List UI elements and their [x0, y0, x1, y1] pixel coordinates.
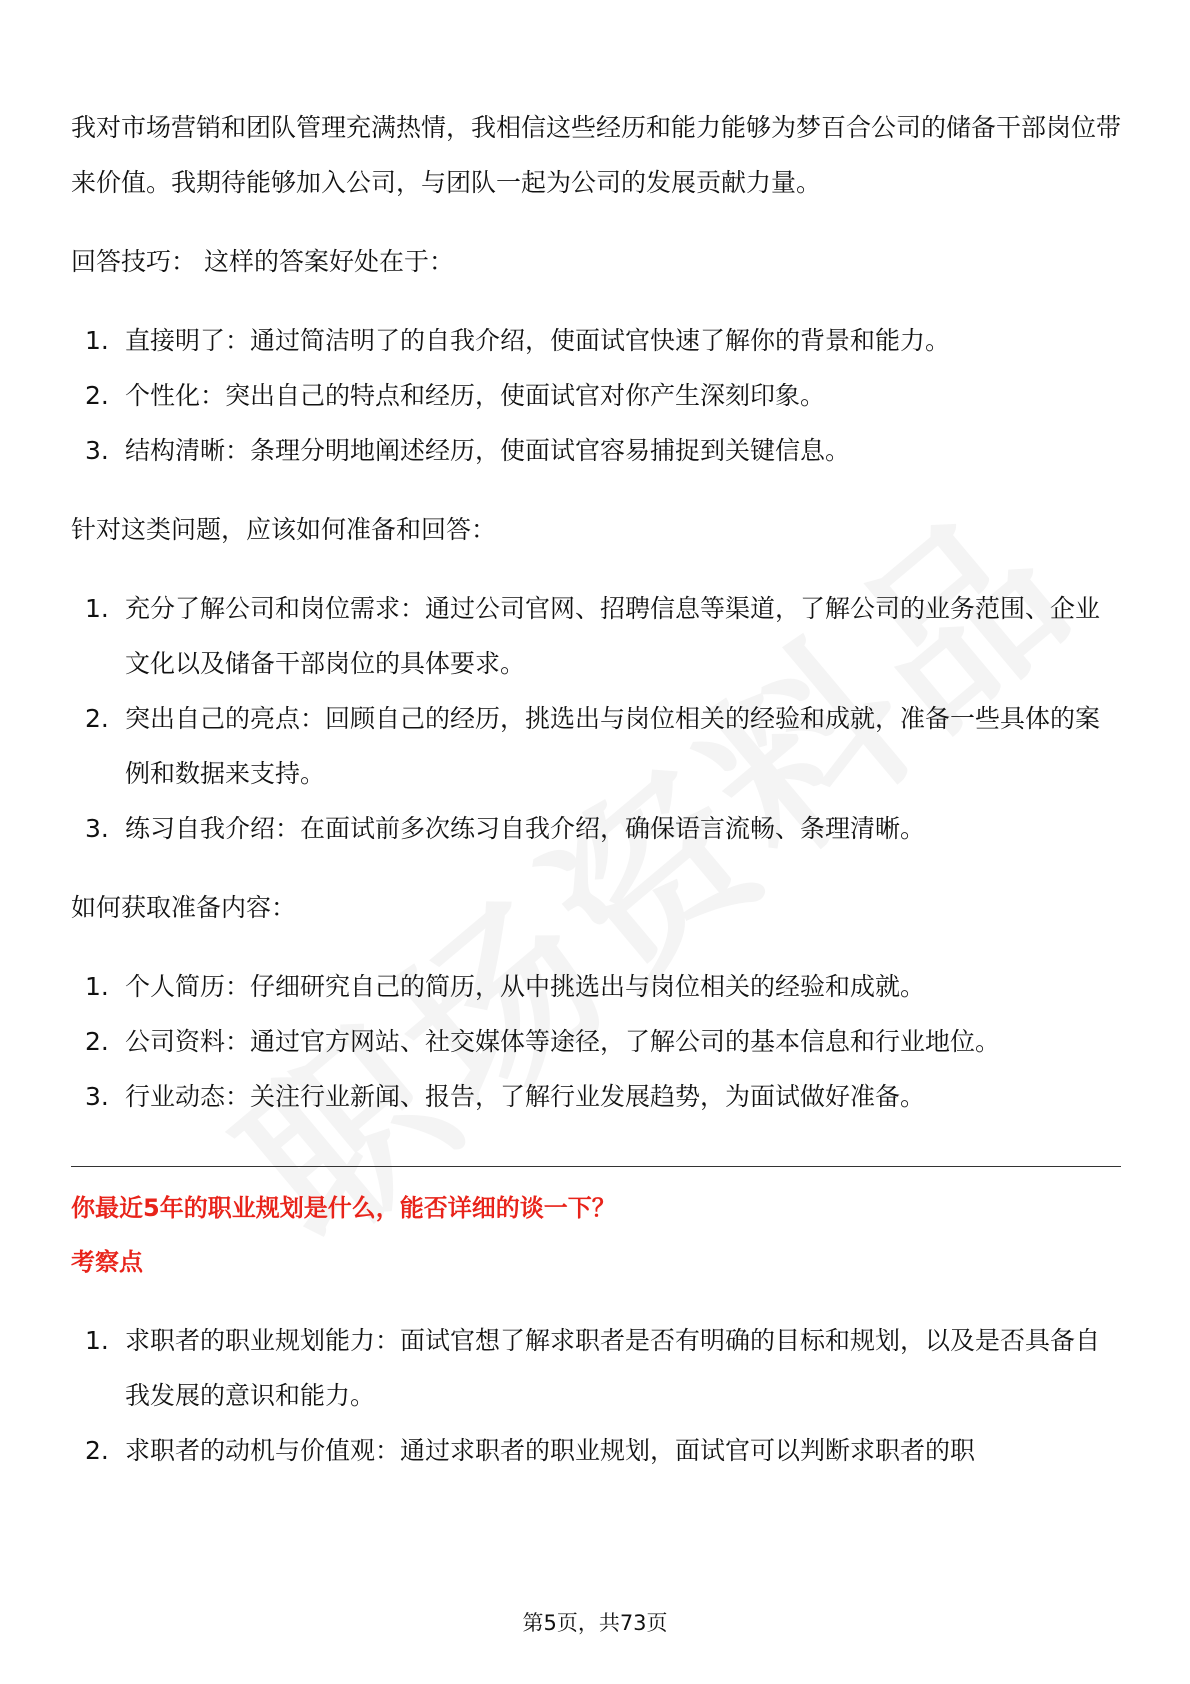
tips-heading: 回答技巧： 这样的答案好处在于： — [71, 247, 454, 276]
page-number-footer: 第5页，共73页 — [522, 1611, 668, 1635]
tips-list — [71, 313, 1121, 478]
list-item: 2. 求职者的动机与价值观：通过求职者的职业规划，面试官可以判断求职者的职 — [85, 1436, 976, 1465]
intro-paragraph: 我对市场营销和团队管理充满热情，我相信这些经历和能力能够为梦百合公司的储备干部岗位带来价值。我期待能够加入公司，与团队一起为公司的发展贡献力量。 — [71, 113, 1122, 197]
list-item: 3. 练习自我介绍：在面试前多次练习自我介绍，确保语言流畅、条理清晰。 — [85, 814, 926, 843]
focus-label: 考察点 — [71, 1248, 143, 1276]
content-heading: 如何获取准备内容： — [71, 893, 297, 922]
list-item: 2. 个性化：突出自己的特点和经历，使面试官对你产生深刻印象。 — [85, 381, 826, 410]
list-item: 2. 突出自己的亮点：回顾自己的经历，挑选出与岗位相关的经验和成就，准备一些具体的案例和数据来支持。 — [85, 704, 1101, 788]
list-item: 1. 直接明了：通过简洁明了的自我介绍，使面试官快速了解你的背景和能力。 — [85, 326, 951, 355]
section-divider — [71, 1166, 1121, 1167]
list-item: 3. 行业动态：关注行业新闻、报告，了解行业发展趋势，为面试做好准备。 — [85, 1082, 926, 1111]
prepare-heading: 针对这类问题，应该如何准备和回答： — [71, 515, 497, 544]
question-heading: 你最近5年的职业规划是什么，能否详细的谈一下？ — [71, 1194, 616, 1222]
list-item: 3. 结构清晰：条理分明地阐述经历，使面试官容易捕捉到关键信息。 — [85, 436, 851, 465]
list-item: 1. 求职者的职业规划能力：面试官想了解求职者是否有明确的目标和规划，以及是否具备自我发展的意识和能力。 — [85, 1326, 1101, 1410]
list-item: 1. 个人简历：仔细研究自己的简历，从中挑选出与岗位相关的经验和成就。 — [85, 972, 926, 1001]
prepare-list — [71, 581, 1121, 856]
list-item: 2. 公司资料：通过官方网站、社交媒体等途径，了解公司的基本信息和行业地位。 — [85, 1027, 1001, 1056]
list-item: 1. 充分了解公司和岗位需求：通过公司官网、招聘信息等渠道，了解公司的业务范围、企业文化以及储备干部岗位的具体要求。 — [85, 594, 1101, 678]
page-content — [71, 100, 1121, 1478]
focus-list — [71, 1313, 1121, 1478]
content-list — [71, 959, 1121, 1124]
